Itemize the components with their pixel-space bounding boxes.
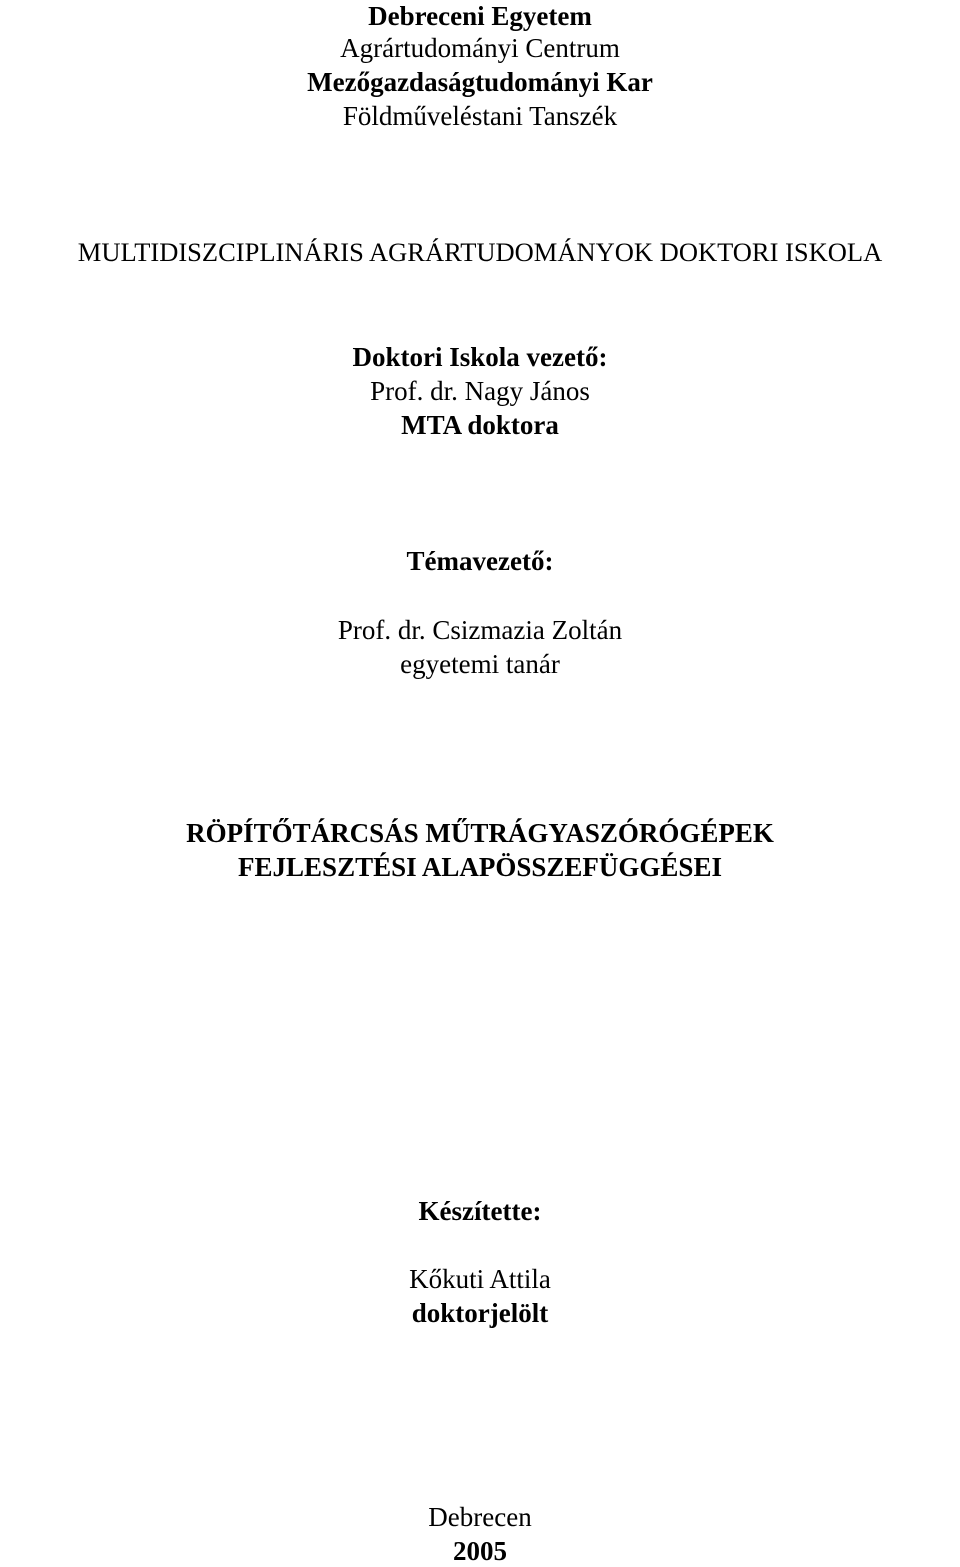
supervisor-label: Témavezető: — [406, 546, 554, 576]
school-leader-label: Doktori Iskola vezető: — [352, 342, 608, 372]
publication-year: 2005 — [453, 1536, 507, 1566]
school-leader-name: Prof. dr. Nagy János — [370, 376, 590, 406]
centre-name: Agrártudományi Centrum — [340, 33, 620, 63]
supervisor-title: egyetemi tanár — [400, 649, 560, 679]
department-name: Földműveléstani Tanszék — [342, 101, 618, 131]
author-label: Készítette: — [418, 1196, 542, 1226]
place-of-publication: Debrecen — [428, 1502, 532, 1532]
faculty-name: Mezőgazdaságtudományi Kar — [307, 67, 653, 97]
school-leader-title: MTA doktora — [401, 410, 559, 440]
author-title: doktorjelölt — [411, 1298, 549, 1328]
thesis-title-line-2: FEJLESZTÉSI ALAPÖSSZEFÜGGÉSEI — [238, 852, 722, 882]
thesis-title-line-1: RÖPÍTŐTÁRCSÁS MŰTRÁGYASZÓRÓGÉPEK — [186, 818, 774, 848]
supervisor-name: Prof. dr. Csizmazia Zoltán — [337, 615, 623, 645]
doctoral-school-name: MULTIDISZCIPLINÁRIS AGRÁRTUDOMÁNYOK DOKTORI ISKOLA — [77, 237, 883, 267]
university-name: Debreceni Egyetem — [368, 1, 592, 31]
author-name: Kőkuti Attila — [409, 1264, 551, 1294]
